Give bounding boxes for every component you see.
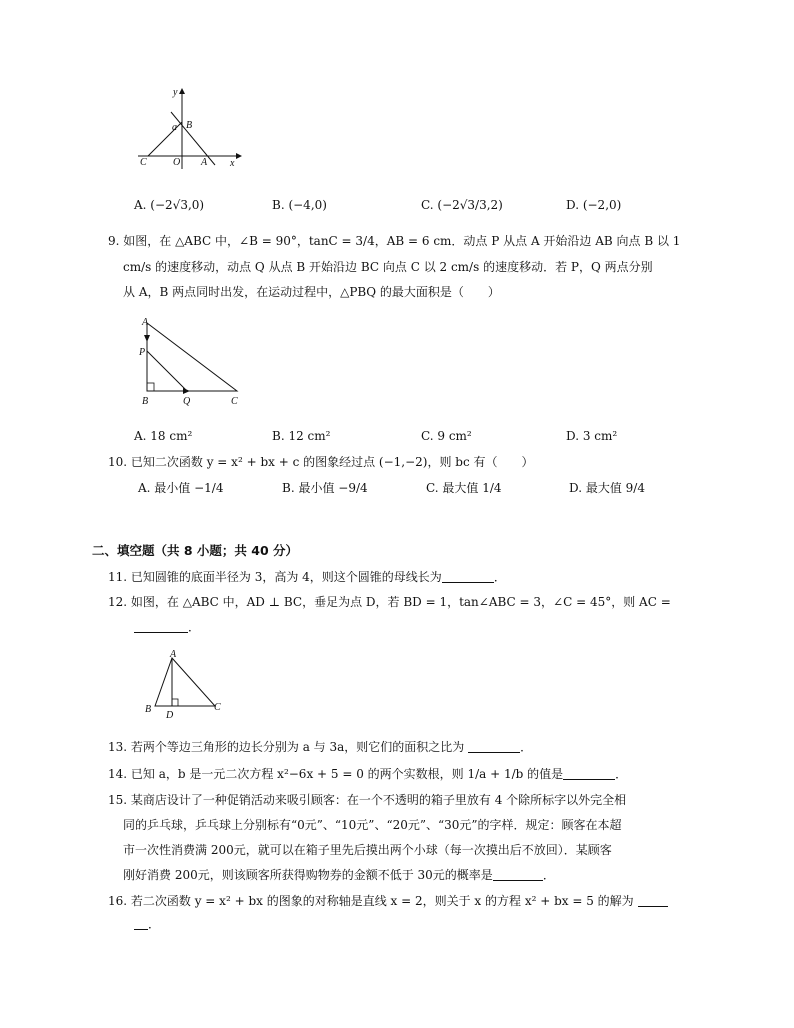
q14-text: 14. 已知 a，b 是一元二次方程 x²−6x + 5 = 0 的两个实数根，则 1/a + 1/b 的值是 (108, 767, 564, 781)
q16-answer (134, 916, 160, 932)
arrow-bc (183, 388, 190, 394)
q12-blank[interactable] (134, 620, 188, 633)
label-b: B (186, 120, 193, 131)
q15-line-1: 15. 某商店设计了一种促销活动来吸引顾客：在一个不透明的箱子里放有 4 个除所标字以外完全相 (108, 793, 627, 807)
q12-text: 12. 如图，在 △ABC 中，AD ⊥ BC，垂足为点 D，若 BD = 1，tan∠ABC = 3，∠C = 45°，则 AC = (108, 595, 671, 609)
q9-option-c: C. 9 cm² (421, 429, 472, 443)
label-y: y (173, 87, 178, 98)
q15-line-3: 市一次性消费满 200元，就可以在箱子里先后摸出两个小球（每一次摸出后不放回）．某顾客 (123, 843, 612, 857)
label-a: A (170, 649, 177, 660)
label-d: D (166, 710, 174, 720)
q15-blank[interactable] (493, 868, 543, 881)
q14 (108, 766, 627, 782)
q16-blank-part-1[interactable] (638, 894, 668, 907)
q14-blank[interactable] (563, 767, 615, 780)
label-b: B (142, 396, 149, 407)
q15-end: ． (542, 868, 555, 882)
q10-line-1: 10. 已知二次函数 y = x² + bx + c 的图象经过点 (−1,−2)，则 bc 有（ ） (108, 455, 534, 469)
q16 (108, 893, 668, 909)
q16-end: ． (148, 917, 161, 931)
label-c: C (140, 157, 147, 168)
q10-option-a: A. 最小值 −1/4 (138, 481, 224, 495)
q15-line-4 (123, 867, 555, 883)
q13-end: ． (520, 740, 533, 754)
label-c: C (231, 396, 238, 407)
q13 (108, 739, 532, 755)
label-b: B (145, 704, 152, 715)
q10-option-c: C. 最大值 1/4 (426, 481, 502, 495)
label-p: P (139, 347, 146, 358)
q11-text: 11. 已知圆锥的底面半径为 3，高为 4，则这个圆锥的母线长为 (108, 570, 442, 584)
q12-answer (134, 619, 200, 635)
q9-line-3: 从 A，B 两点同时出发，在运动过程中，△PBQ 的最大面积是（ ） (123, 285, 500, 299)
label-x: x (230, 158, 235, 169)
triangle-abc (155, 658, 215, 706)
y-arrow (179, 88, 185, 94)
q12-figure (140, 648, 230, 720)
q15-line-2: 同的乒乓球，乒乓球上分别标有“0元”、“10元”、“20元”、“30元”的字样．规定：顾客在本超 (123, 818, 622, 832)
q11 (108, 569, 506, 585)
q10-option-d: D. 最大值 9/4 (569, 481, 645, 495)
q15-line-4-text: 刚好消费 200元，则该顾客所获得购物券的金额不低于 30元的概率是 (123, 868, 493, 882)
section-title: 二、填空题（共 8 小题；共 40 分） (92, 543, 299, 558)
q16-text: 16. 若二次函数 y = x² + bx 的图象的对称轴是直线 x = 2，则关于 x 的方程 x² + bx = 5 的解为 (108, 894, 634, 908)
q8-option-b: B. (−4,0) (272, 198, 327, 212)
q11-blank[interactable] (442, 570, 494, 583)
q8-option-c: C. (−2√3/3,2) (421, 198, 503, 212)
q8-option-d: D. (−2,0) (566, 198, 622, 212)
segment-pq (147, 351, 187, 391)
triangle-abc (147, 323, 237, 391)
q8-figure (130, 85, 245, 170)
right-angle-mark (172, 699, 178, 706)
right-angle-mark (147, 383, 154, 391)
q8-option-a: A. (−2√3,0) (134, 198, 205, 212)
q14-end: ． (615, 767, 628, 781)
label-o: O (173, 157, 181, 168)
q13-text: 13. 若两个等边三角形的边长分别为 a 与 3a，则它们的面积之比为 (108, 740, 465, 754)
label-a: A (201, 157, 208, 168)
q13-blank[interactable] (468, 740, 520, 753)
q9-figure (135, 315, 250, 410)
q12-end: ． (188, 620, 201, 634)
q9-option-b: B. 12 cm² (272, 429, 331, 443)
label-q: Q (183, 396, 191, 407)
q16-blank-part-2[interactable] (134, 917, 148, 930)
label-a: A (142, 317, 149, 328)
q9-line-2: cm/s 的速度移动，动点 Q 从点 B 开始沿边 BC 向点 C 以 2 cm/s 的速度移动．若 P，Q 两点分别 (123, 260, 653, 274)
q9-option-d: D. 3 cm² (566, 429, 618, 443)
q10-option-b: B. 最小值 −9/4 (282, 481, 368, 495)
label-c: C (214, 702, 221, 713)
arrow-ab (144, 335, 150, 342)
label-alpha: a (172, 122, 177, 133)
q9-option-a: A. 18 cm² (134, 429, 193, 443)
q9-line-1: 9. 如图，在 △ABC 中，∠B = 90°，tanC = 3/4，AB = 6 cm．动点 P 从点 A 开始沿边 AB 向点 B 以 1 (108, 234, 681, 248)
x-arrow (236, 153, 242, 159)
q11-end: ． (493, 570, 506, 584)
